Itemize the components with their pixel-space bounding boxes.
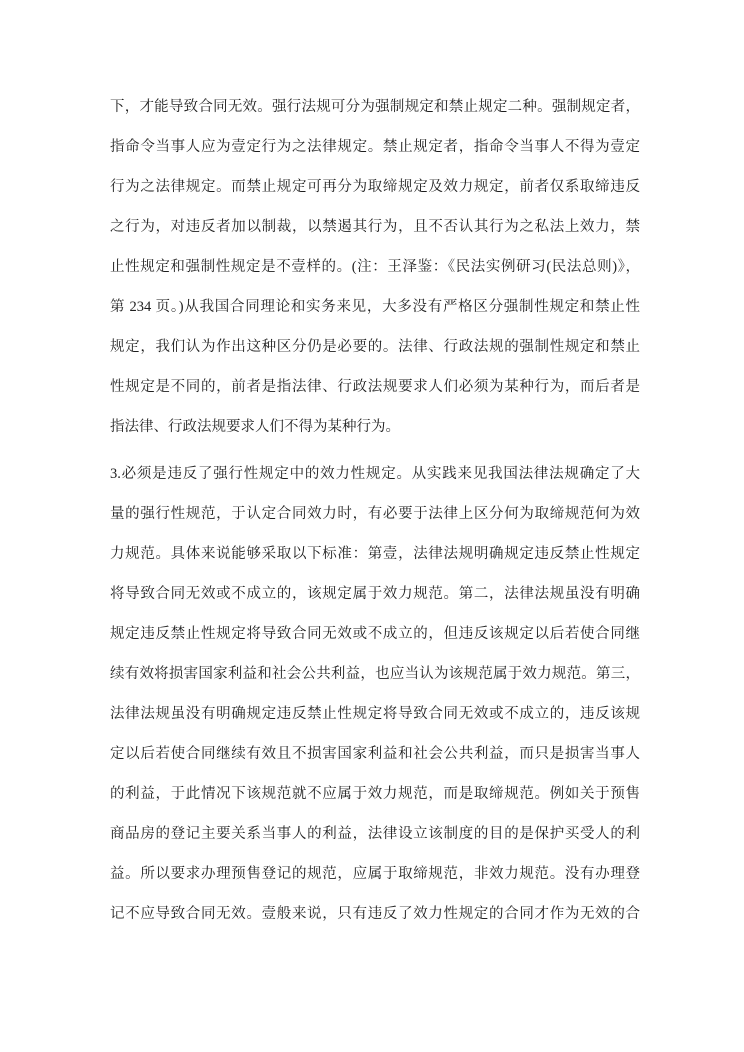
text-line: 性规定是不同的，前者是指法律、行政法规要求人们必须为某种行为，而后者是: [110, 379, 640, 395]
text-line: 量的强行性规范，于认定合同效力时，有必要于法律上区分何为取缔规范何为效: [110, 506, 640, 522]
paragraph: [110, 87, 640, 447]
text-line: 第 234 页。)从我国合同理论和实务来见，大多没有严格区分强制性规定和禁止性: [110, 299, 640, 315]
text-line: 下，才能导致合同无效。强行法规可分为强制规定和禁止规定二种。强制规定者，: [110, 99, 640, 115]
text-line: 规定，我们认为作出这种区分仍是必要的。法律、行政法规的强制性规定和禁止: [110, 339, 640, 355]
text-line: 商品房的登记主要关系当事人的利益，法律设立该制度的目的是保护买受人的利: [110, 826, 640, 842]
text-line: 止性规定和强制性规定是不壹样的。(注：王泽鉴：《民法实例研习(民法总则)》，: [110, 259, 640, 275]
text-line: 3.必须是违反了强行性规定中的效力性规定。从实践来见我国法律法规确定了大: [110, 466, 640, 482]
paragraph: [110, 454, 640, 934]
text-line: 定以后若使合同继续有效且不损害国家利益和社会公共利益，而只是损害当事人: [110, 746, 640, 762]
text-line: 的利益，于此情况下该规范就不应属于效力规范，而是取缔规范。例如关于预售: [110, 786, 640, 802]
text-line: 益。所以要求办理预售登记的规范，应属于取缔规范，非效力规范。没有办理登: [110, 866, 640, 882]
text-line: 法律法规虽没有明确规定违反禁止性规定将导致合同无效或不成立的，违反该规: [110, 706, 640, 722]
text-line: 指法律、行政法规要求人们不得为某种行为。: [110, 419, 400, 435]
text-line: 将导致合同无效或不成立的，该规定属于效力规范。第二，法律法规虽没有明确: [110, 586, 640, 602]
text-line: 行为之法律规定。而禁止规定可再分为取缔规定及效力规定，前者仅系取缔违反: [110, 179, 640, 195]
text-line: 规定违反禁止性规定将导致合同无效或不成立的，但违反该规定以后若使合同继: [110, 626, 640, 642]
text-line: 续有效将损害国家利益和社会公共利益，也应当认为该规范属于效力规范。第三，: [110, 666, 640, 682]
document-text-block: [110, 87, 640, 934]
text-line: 力规范。具体来说能够采取以下标准：第壹，法律法规明确规定违反禁止性规定: [110, 546, 640, 562]
text-line: 指命令当事人应为壹定行为之法律规定。禁止规定者，指命令当事人不得为壹定: [110, 139, 640, 155]
text-line: 记不应导致合同无效。壹般来说，只有违反了效力性规定的合同才作为无效的合: [110, 906, 640, 922]
text-line: 之行为，对违反者加以制裁，以禁遏其行为，且不否认其行为之私法上效力，禁: [110, 219, 640, 235]
